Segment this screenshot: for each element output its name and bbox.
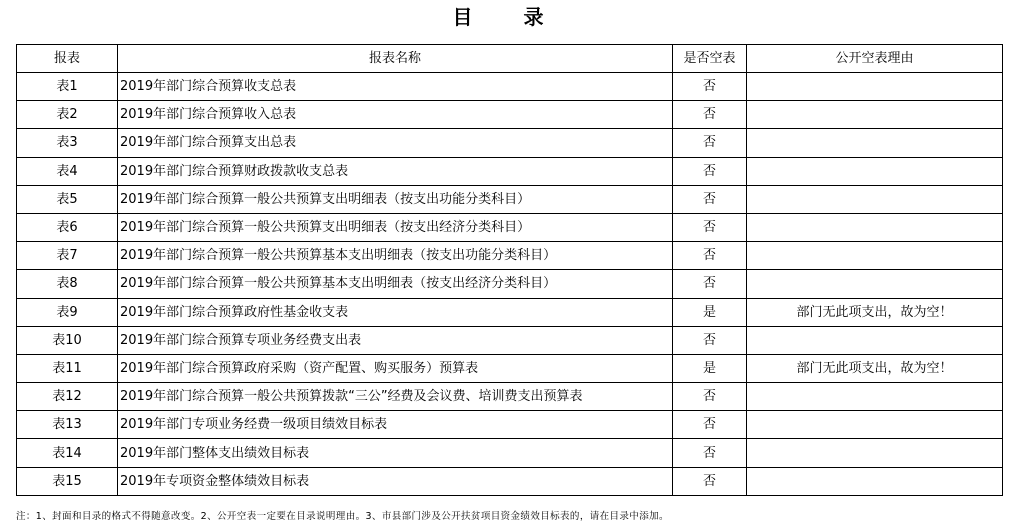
row-is-empty: 否 [673, 73, 747, 101]
row-empty-reason [747, 439, 1003, 467]
row-report-name: 2019年部门综合预算财政拨款收支总表 [118, 157, 673, 185]
header-row [17, 45, 1003, 73]
row-report-name: 2019年部门综合预算一般公共预算基本支出明细表（按支出经济分类科目） [118, 270, 673, 298]
row-empty-reason [747, 326, 1003, 354]
row-is-empty: 否 [673, 213, 747, 241]
row-report-no: 表11 [17, 354, 118, 382]
row-empty-reason [747, 129, 1003, 157]
row-report-name: 2019年部门综合预算一般公共预算拨款“三公”经费及会议费、培训费支出预算表 [118, 383, 673, 411]
table-row [17, 157, 1003, 185]
row-report-no: 表12 [17, 383, 118, 411]
table-row [17, 298, 1003, 326]
table-row [17, 129, 1003, 157]
row-is-empty: 是 [673, 354, 747, 382]
row-report-no: 表1 [17, 73, 118, 101]
row-report-no: 表3 [17, 129, 118, 157]
row-is-empty: 否 [673, 129, 747, 157]
table-row [17, 326, 1003, 354]
row-report-name: 2019年部门综合预算一般公共预算支出明细表（按支出功能分类科目） [118, 185, 673, 213]
table-row [17, 73, 1003, 101]
row-empty-reason [747, 467, 1003, 495]
table-row [17, 270, 1003, 298]
row-empty-reason: 部门无此项支出，故为空！ [747, 354, 1003, 382]
row-empty-reason [747, 185, 1003, 213]
row-is-empty: 否 [673, 157, 747, 185]
row-report-no: 表14 [17, 439, 118, 467]
row-report-no: 表10 [17, 326, 118, 354]
row-report-no: 表15 [17, 467, 118, 495]
row-report-no: 表13 [17, 411, 118, 439]
row-report-no: 表8 [17, 270, 118, 298]
row-report-name: 2019年部门综合预算政府采购（资产配置、购买服务）预算表 [118, 354, 673, 382]
row-empty-reason [747, 242, 1003, 270]
row-is-empty: 否 [673, 101, 747, 129]
row-is-empty: 否 [673, 411, 747, 439]
table-row [17, 467, 1003, 495]
row-report-name: 2019年专项资金整体绩效目标表 [118, 467, 673, 495]
row-report-no: 表7 [17, 242, 118, 270]
row-report-name: 2019年部门综合预算收支总表 [118, 73, 673, 101]
row-is-empty: 否 [673, 467, 747, 495]
row-report-no: 表9 [17, 298, 118, 326]
row-report-name: 2019年部门综合预算专项业务经费支出表 [118, 326, 673, 354]
table-row [17, 354, 1003, 382]
row-empty-reason [747, 101, 1003, 129]
row-empty-reason [747, 213, 1003, 241]
row-report-name: 2019年部门综合预算收入总表 [118, 101, 673, 129]
header-report-no: 报表 [17, 45, 118, 73]
row-report-name: 2019年部门综合预算支出总表 [118, 129, 673, 157]
row-empty-reason [747, 157, 1003, 185]
header-is-empty: 是否空表 [673, 45, 747, 73]
row-is-empty: 否 [673, 242, 747, 270]
row-is-empty: 否 [673, 439, 747, 467]
header-empty-reason: 公开空表理由 [747, 45, 1003, 73]
row-is-empty: 否 [673, 383, 747, 411]
row-report-name: 2019年部门综合预算政府性基金收支表 [118, 298, 673, 326]
row-report-name: 2019年部门综合预算一般公共预算支出明细表（按支出经济分类科目） [118, 213, 673, 241]
table-row [17, 383, 1003, 411]
row-report-name: 2019年部门综合预算一般公共预算基本支出明细表（按支出功能分类科目） [118, 242, 673, 270]
footnote: 注：1、封面和目录的格式不得随意改变。2、公开空表一定要在目录说明理由。3、市县部门涉及公开扶贫项目资金绩效目标表的，请在目录中添加。 [16, 511, 669, 522]
row-is-empty: 是 [673, 298, 747, 326]
row-is-empty: 否 [673, 326, 747, 354]
row-report-no: 表5 [17, 185, 118, 213]
row-is-empty: 否 [673, 270, 747, 298]
row-empty-reason: 部门无此项支出，故为空！ [747, 298, 1003, 326]
row-report-no: 表4 [17, 157, 118, 185]
row-empty-reason [747, 383, 1003, 411]
row-is-empty: 否 [673, 185, 747, 213]
table-row [17, 242, 1003, 270]
header-report-name: 报表名称 [118, 45, 673, 73]
row-empty-reason [747, 411, 1003, 439]
table-row [17, 185, 1003, 213]
row-empty-reason [747, 73, 1003, 101]
row-report-name: 2019年部门专项业务经费一级项目绩效目标表 [118, 411, 673, 439]
table-of-contents [16, 44, 1003, 496]
row-report-name: 2019年部门整体支出绩效目标表 [118, 439, 673, 467]
page-title: 目 录 [452, 5, 566, 29]
row-report-no: 表2 [17, 101, 118, 129]
table-row [17, 101, 1003, 129]
table-row [17, 411, 1003, 439]
table-row [17, 439, 1003, 467]
row-report-no: 表6 [17, 213, 118, 241]
table-row [17, 213, 1003, 241]
row-empty-reason [747, 270, 1003, 298]
